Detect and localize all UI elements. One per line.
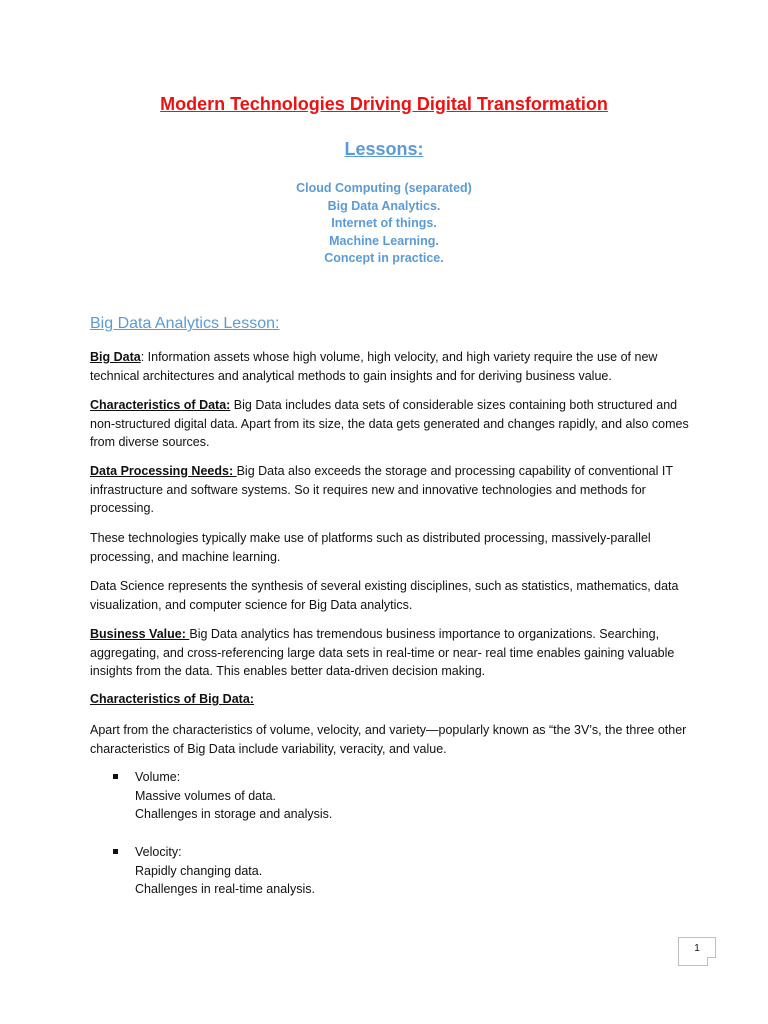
section-heading: Big Data Analytics Lesson: bbox=[90, 315, 280, 332]
lesson-item: Concept in practice. bbox=[324, 251, 444, 265]
paragraph-3vs: Apart from the characteristics of volume, velocity, and variety—popularly known as “the 3V’s, the three other characteristics of Big Data include variability, veracity, and value. bbox=[90, 723, 687, 756]
paragraph-processing bbox=[90, 462, 690, 518]
lesson-item: Big Data Analytics. bbox=[327, 198, 441, 213]
term-characteristics-big-data: Characteristics of Big Data: bbox=[90, 692, 254, 706]
page-number-box bbox=[678, 937, 716, 966]
lessons-heading: Lessons: bbox=[344, 139, 424, 159]
bullet-velocity bbox=[135, 843, 315, 899]
lesson-item: Internet of things. bbox=[331, 216, 437, 230]
bullet-volume bbox=[135, 768, 332, 824]
term-business-value: Business Value: bbox=[90, 627, 190, 641]
bullet-marker bbox=[113, 774, 118, 779]
paragraph-characteristics bbox=[90, 396, 690, 452]
bullet-head: Velocity: bbox=[135, 845, 182, 859]
term-processing: Data Processing Needs: bbox=[90, 464, 237, 478]
subheading-characteristics-big-data bbox=[90, 690, 690, 709]
bullet-line: Challenges in storage and analysis. bbox=[135, 807, 333, 822]
bullet-line: Massive volumes of data. bbox=[135, 788, 277, 803]
paragraph-big-data bbox=[90, 348, 690, 385]
bullet-line: Challenges in real-time analysis. bbox=[135, 882, 315, 897]
paragraph-data-science: Data Science represents the synthesis of several existing disciplines, such as statistics, mathematics, data visualization, and computer science for Big Data analytics. bbox=[90, 579, 679, 612]
term-big-data: Big Data bbox=[90, 350, 141, 364]
lesson-item: Cloud Computing (separated) bbox=[296, 181, 472, 195]
lesson-item: Machine Learning. bbox=[329, 233, 439, 248]
document-title: Modern Technologies Driving Digital Transformation bbox=[160, 94, 608, 114]
paragraph-business-value bbox=[90, 625, 690, 681]
paragraph-text: Big Data analytics has tremendous business importance to organizations. Searching, aggregating, and cross-referencing large data sets in real-time or near- real time enables gaining valuable insights from the data. This enables better data-driven decision making. bbox=[90, 627, 675, 679]
paragraph-text: Big Data includes data sets of considerable sizes containing both structured and non-structured digital data. Apart from its size, the data gets generated and changes rapidly, and also comes from diverse sources. bbox=[90, 398, 689, 450]
term-characteristics: Characteristics of Data: bbox=[90, 398, 231, 412]
page-fold-corner bbox=[707, 957, 716, 966]
paragraph-text: : Information assets whose high volume, high velocity, and high variety require the use of new technical architectures and analytical methods to gain insights and for deriving business value. bbox=[90, 350, 658, 383]
bullet-head: Volume: bbox=[135, 770, 181, 784]
paragraph-text: Big Data also exceeds the storage and processing capability of conventional IT infrastructure and software systems. So it requires new and innovative technologies and methods for processing. bbox=[90, 464, 673, 516]
page-number: 1 bbox=[694, 943, 700, 954]
lesson-list bbox=[0, 180, 768, 268]
bullet-marker bbox=[113, 849, 118, 854]
paragraph-technologies: These technologies typically make use of platforms such as distributed processing, massively-parallel processing, and machine learning. bbox=[90, 531, 651, 564]
bullet-line: Rapidly changing data. bbox=[135, 863, 263, 878]
